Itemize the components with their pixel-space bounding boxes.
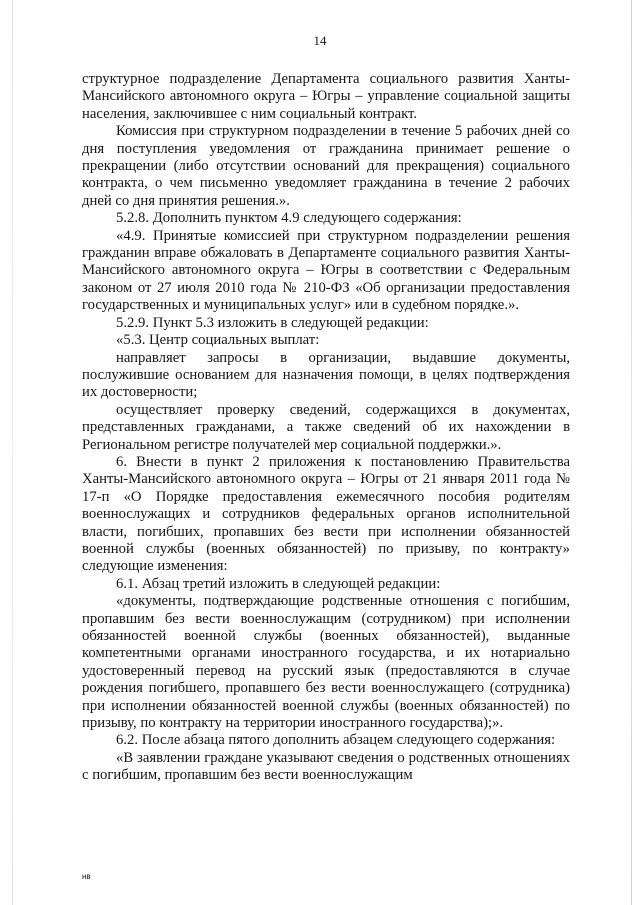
paragraph-commission: Комиссия при структурном подразделении в течение 5 рабочих дней со дня поступления уведомления от гражданина принимает решение о прекращении (либо отсутствии оснований для прекращения) социального контракта, о чем письменно уведомляет гражданина в течение 2 рабочих дней со дня принятия решения.». [82, 123, 570, 209]
paragraph-5-2-9: 5.2.9. Пункт 5.3 изложить в следующей редакции: [116, 314, 429, 331]
paragraph-continuation: структурное подразделение Департамента социального развития Ханты-Мансийского автономного округа – Югры – управление социальной защиты населения, заключившее с ним социальный контракт. [82, 71, 570, 122]
paragraph-5-2-8: 5.2.8. Дополнить пунктом 4.9 следующего содержания: [116, 210, 462, 227]
paragraph-requests: направляет запросы в организации, выдавшие документы, послужившие основанием для назначения помощи, в целях подтверждения их достоверности; [82, 349, 570, 401]
document-body [82, 71, 570, 785]
paragraph-6-2: 6.2. После абзаца пятого дополнить абзацем следующего содержания: [116, 732, 556, 749]
paragraph-verification: осуществляет проверку сведений, содержащихся в документах, представленных гражданами, а также сведений об их нахождении в Региональном регистре получателей мер социальной поддержки.». [82, 401, 570, 453]
scan-edge-left [12, 0, 13, 905]
paragraph-6: 6. Внести в пункт 2 приложения к постановлению Правительства Ханты-Мансийского автономного округа – Югры от 21 января 2011 года № 17-п «О Порядке предоставления ежемесячного пособия родителям военнослужащих и сотрудников федеральных органов исполнительной власти, погибших, пропавших без вести при исполнении обязанностей военной службы (военных обязанностей) по призыву, по контракту» следующие изменения: [82, 453, 570, 575]
paragraph-4-9: «4.9. Принятые комиссией при структурном подразделении решения гражданин вправе обжаловать в Департаменте социального развития Ханты-Мансийского автономного округа – Югры в соответствии с Федеральным законом от 27 июля 2010 года № 210-ФЗ «Об организации предоставления государственных и муниципальных услуг» или в судебном порядке.». [82, 227, 570, 314]
paragraph-5-3: «5.3. Центр социальных выплат: [116, 332, 320, 349]
page-number: 14 [313, 33, 327, 48]
paragraph-6-1: 6.1. Абзац третий изложить в следующей редакции: [116, 575, 441, 592]
paragraph-documents: «документы, подтверждающие родственные отношения с погибшим, пропавшим без вести военнослужащим (сотрудником) при исполнении обязанностей военной службы (военных обязанностей), выданные компетентными органами иностранного государства, и их нотариально удостоверенный перевод на русский язык (предоставляются в случае рождения погибшего, пропавшего без вести военнослужащего (сотрудника) при исполнении обязанностей военной службы (военных обязанностей) по призыву, по контракту на территории иностранного государства);». [82, 593, 570, 732]
footer-initials: нв [82, 872, 91, 881]
scan-edge-right [631, 0, 632, 905]
paragraph-application: «В заявлении граждане указывают сведения о родственных отношениях с погибшим, пропавшим без вести военнослужащим [82, 749, 570, 784]
